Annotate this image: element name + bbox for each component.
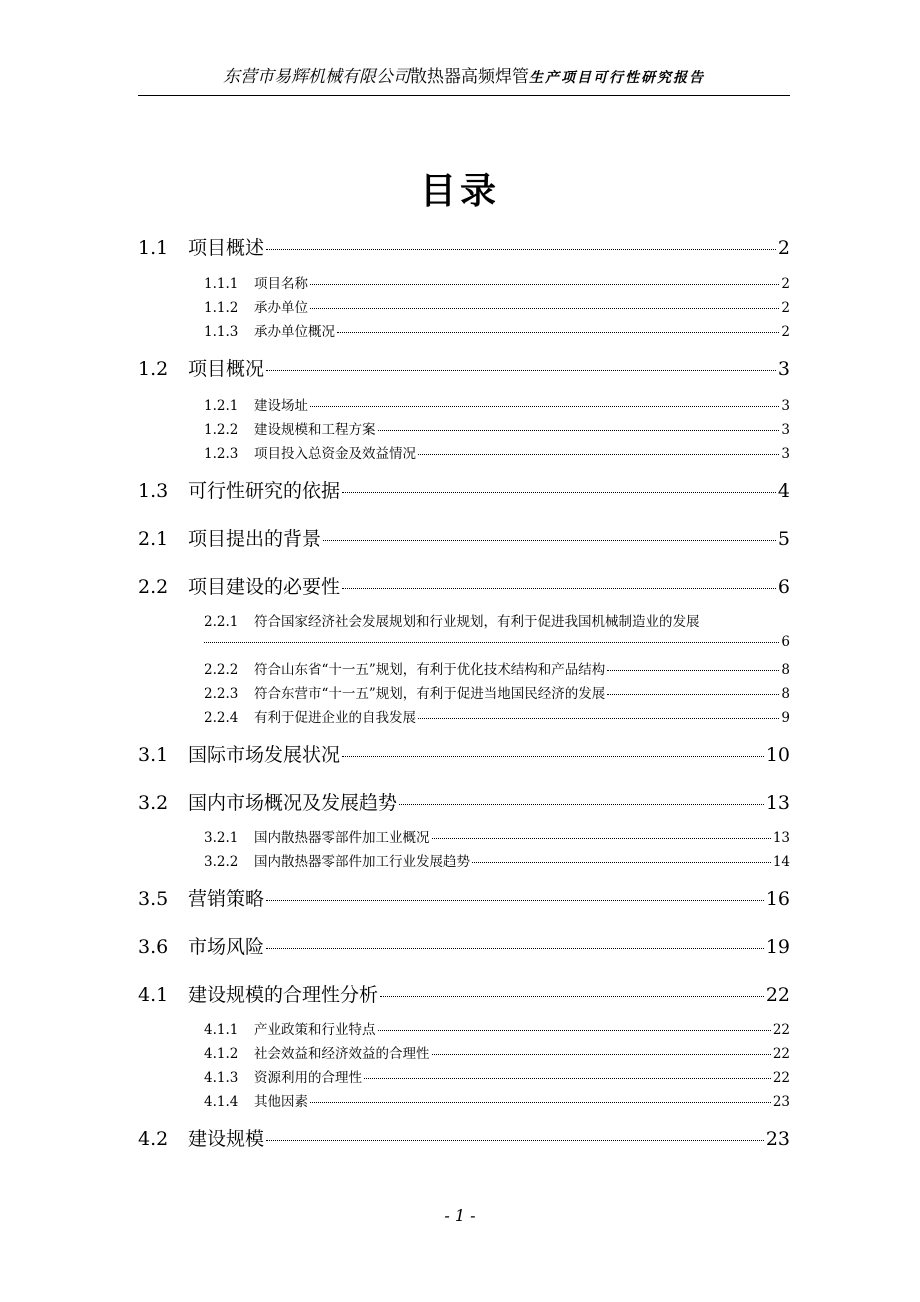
- toc-number: 1.2.3: [204, 446, 239, 462]
- toc-number: 3.6: [138, 936, 169, 958]
- toc-entry-1-3[interactable]: [138, 476, 790, 503]
- toc-leader: [378, 430, 780, 431]
- toc-entry-2-2-2[interactable]: [204, 658, 790, 678]
- toc-number: 1.2: [138, 358, 169, 380]
- toc-entry-1-2-1[interactable]: [204, 394, 790, 414]
- toc-number: 2.2.1: [204, 614, 239, 630]
- toc-label: 符合国家经济社会发展规划和行业规划，有利于促进我国机械制造业的发展: [254, 614, 700, 630]
- toc-leader: [266, 249, 776, 250]
- toc-leader: [607, 670, 779, 671]
- toc-number: 4.1.2: [204, 1046, 239, 1062]
- toc-label: 项目概述: [188, 237, 265, 259]
- toc-leader: [472, 862, 771, 863]
- toc-leader: [337, 332, 779, 333]
- toc-page: 22: [772, 1046, 790, 1062]
- toc-page: 10: [765, 744, 790, 766]
- toc-leader: [310, 284, 779, 285]
- toc-page: 22: [772, 1070, 790, 1086]
- toc-leader: [310, 1102, 771, 1103]
- toc-page: 23: [772, 1094, 790, 1110]
- toc-leader: [607, 694, 779, 695]
- toc-page: 2: [777, 237, 790, 259]
- page-title: 目录: [419, 170, 500, 212]
- toc-number: 1.1.3: [204, 324, 239, 340]
- toc-number: 3.2: [138, 792, 169, 814]
- toc-label: 项目提出的背景: [188, 528, 322, 550]
- toc-page: 13: [772, 830, 790, 846]
- toc-entry-1-1[interactable]: [138, 233, 790, 260]
- toc-entry-2-2-3[interactable]: [204, 682, 790, 702]
- toc-number: 3.1: [138, 744, 169, 766]
- toc-page: 19: [765, 936, 790, 958]
- toc-number: 2.2.2: [204, 662, 239, 678]
- toc-label: 建设场址: [254, 398, 308, 414]
- toc-page: 8: [781, 686, 790, 702]
- toc-leader: [432, 1054, 771, 1055]
- toc-label: 国内散热器零部件加工行业发展趋势: [254, 854, 470, 870]
- toc-leader: [266, 1140, 764, 1141]
- toc-label: 建设规模: [188, 1128, 265, 1150]
- toc-label: 项目名称: [254, 276, 308, 292]
- toc-page: 14: [772, 854, 790, 870]
- toc-leader: [432, 838, 771, 839]
- toc-leader: [342, 492, 776, 493]
- toc-leader: [204, 642, 779, 643]
- header-company: 东营市易辉机械有限公司: [223, 67, 410, 87]
- toc-leader: [266, 948, 764, 949]
- toc-leader: [342, 588, 776, 589]
- toc-label: 社会效益和经济效益的合理性: [254, 1046, 430, 1062]
- toc-entry-1-2[interactable]: [138, 354, 790, 381]
- toc-leader: [380, 996, 764, 997]
- toc-number: 1.3: [138, 480, 169, 502]
- toc-entry-1-2-3[interactable]: [204, 442, 790, 462]
- toc-label: 项目投入总资金及效益情况: [254, 446, 416, 462]
- toc-label: 承办单位: [254, 300, 308, 316]
- toc-leader: [266, 370, 776, 371]
- toc-page: 8: [781, 662, 790, 678]
- toc-entry-2-2-4[interactable]: [204, 706, 790, 726]
- toc-number: 3.5: [138, 888, 169, 910]
- toc-page: 2: [781, 300, 790, 316]
- toc-page: 23: [765, 1128, 790, 1150]
- toc-label: 符合山东省“十一五”规划，有利于优化技术结构和产品结构: [254, 662, 606, 678]
- toc-entry-4-1[interactable]: [138, 980, 790, 1007]
- toc-page: 9: [781, 710, 790, 726]
- toc-leader: [399, 804, 764, 805]
- toc-entry-3-2-2[interactable]: [204, 850, 790, 870]
- toc-label: 建设规模的合理性分析: [188, 984, 379, 1006]
- toc-entry-4-1-4[interactable]: [204, 1090, 790, 1110]
- toc-entry-2-1[interactable]: [138, 524, 790, 551]
- toc-entry-4-2[interactable]: [138, 1124, 790, 1151]
- toc-label: 资源利用的合理性: [254, 1070, 362, 1086]
- toc-entry-1-1-2[interactable]: [204, 296, 790, 316]
- toc-page: 6: [781, 634, 790, 650]
- toc-label: 国内散热器零部件加工业概况: [254, 830, 430, 846]
- toc-label: 有利于促进企业的自我发展: [254, 710, 416, 726]
- toc-leader: [364, 1078, 771, 1079]
- toc-entry-3-1[interactable]: [138, 740, 790, 767]
- toc-page: 2: [781, 276, 790, 292]
- toc-number: 2.2: [138, 576, 169, 598]
- toc-label: 国际市场发展状况: [188, 744, 341, 766]
- toc-entry-4-1-3[interactable]: [204, 1066, 790, 1086]
- toc-number: 4.1.1: [204, 1022, 239, 1038]
- toc-entry-2-2[interactable]: [138, 572, 790, 599]
- toc-leader: [342, 756, 764, 757]
- toc-entry-3-2-1[interactable]: [204, 826, 790, 846]
- toc-entry-2-2-1-continuation[interactable]: [204, 634, 790, 650]
- toc-page: 22: [772, 1022, 790, 1038]
- toc-entry-4-1-1[interactable]: [204, 1018, 790, 1038]
- toc-number: 1.1: [138, 237, 169, 259]
- toc-page: 4: [777, 480, 790, 502]
- toc-entry-1-1-3[interactable]: [204, 320, 790, 340]
- toc-entry-3-5[interactable]: [138, 884, 790, 911]
- toc-leader: [418, 454, 779, 455]
- toc-number: 3.2.2: [204, 854, 239, 870]
- toc-number: 1.1.2: [204, 300, 239, 316]
- toc-number: 4.2: [138, 1128, 169, 1150]
- toc-entry-4-1-2[interactable]: [204, 1042, 790, 1062]
- toc-number: 4.1: [138, 984, 169, 1006]
- toc-page: 16: [765, 888, 790, 910]
- toc-leader: [310, 308, 779, 309]
- toc-leader: [418, 718, 779, 719]
- toc-label: 建设规模和工程方案: [254, 422, 376, 438]
- toc-number: 2.2.4: [204, 710, 239, 726]
- toc-label: 产业政策和行业特点: [254, 1022, 376, 1038]
- toc-label: 营销策略: [188, 888, 265, 910]
- toc-label: 可行性研究的依据: [188, 480, 341, 502]
- toc-label: 符合东营市“十一五”规划，有利于促进当地国民经济的发展: [254, 686, 606, 702]
- toc-number: 1.1.1: [204, 276, 239, 292]
- toc-page: 2: [781, 324, 790, 340]
- toc-entry-3-6[interactable]: [138, 932, 790, 959]
- toc-label: 项目建设的必要性: [188, 576, 341, 598]
- header-report-type: 生产项目可行性研究报告: [529, 70, 705, 86]
- toc-page: 3: [781, 422, 790, 438]
- toc-entry-1-2-2[interactable]: [204, 418, 790, 438]
- toc-page: 3: [781, 446, 790, 462]
- toc-page: 6: [777, 576, 790, 598]
- page-number: - 1 -: [444, 1206, 476, 1225]
- toc-number: 2.1: [138, 528, 169, 550]
- toc-label: 承办单位概况: [254, 324, 335, 340]
- toc-number: 1.2.1: [204, 398, 239, 414]
- toc-page: 3: [777, 358, 790, 380]
- toc-page: 3: [781, 398, 790, 414]
- toc-number: 4.1.3: [204, 1070, 239, 1086]
- toc-number: 1.2.2: [204, 422, 239, 438]
- toc-page: 5: [777, 528, 790, 550]
- toc-entry-2-2-1[interactable]: [204, 610, 790, 630]
- toc-leader: [310, 406, 779, 407]
- toc-label: 国内市场概况及发展趋势: [188, 792, 398, 814]
- toc-page: 22: [765, 984, 790, 1006]
- toc-page: 13: [765, 792, 790, 814]
- toc-number: 3.2.1: [204, 830, 239, 846]
- toc-label: 项目概况: [188, 358, 265, 380]
- toc-label: 市场风险: [188, 936, 265, 958]
- toc-leader: [266, 900, 764, 901]
- toc-entry-1-1-1[interactable]: [204, 272, 790, 292]
- toc-number: 4.1.4: [204, 1094, 239, 1110]
- toc-number: 2.2.3: [204, 686, 239, 702]
- toc-leader: [323, 540, 776, 541]
- toc-leader: [378, 1030, 771, 1031]
- toc-label: 其他因素: [254, 1094, 308, 1110]
- header-product: 散热器高频焊管: [410, 67, 529, 87]
- toc-entry-3-2[interactable]: [138, 788, 790, 815]
